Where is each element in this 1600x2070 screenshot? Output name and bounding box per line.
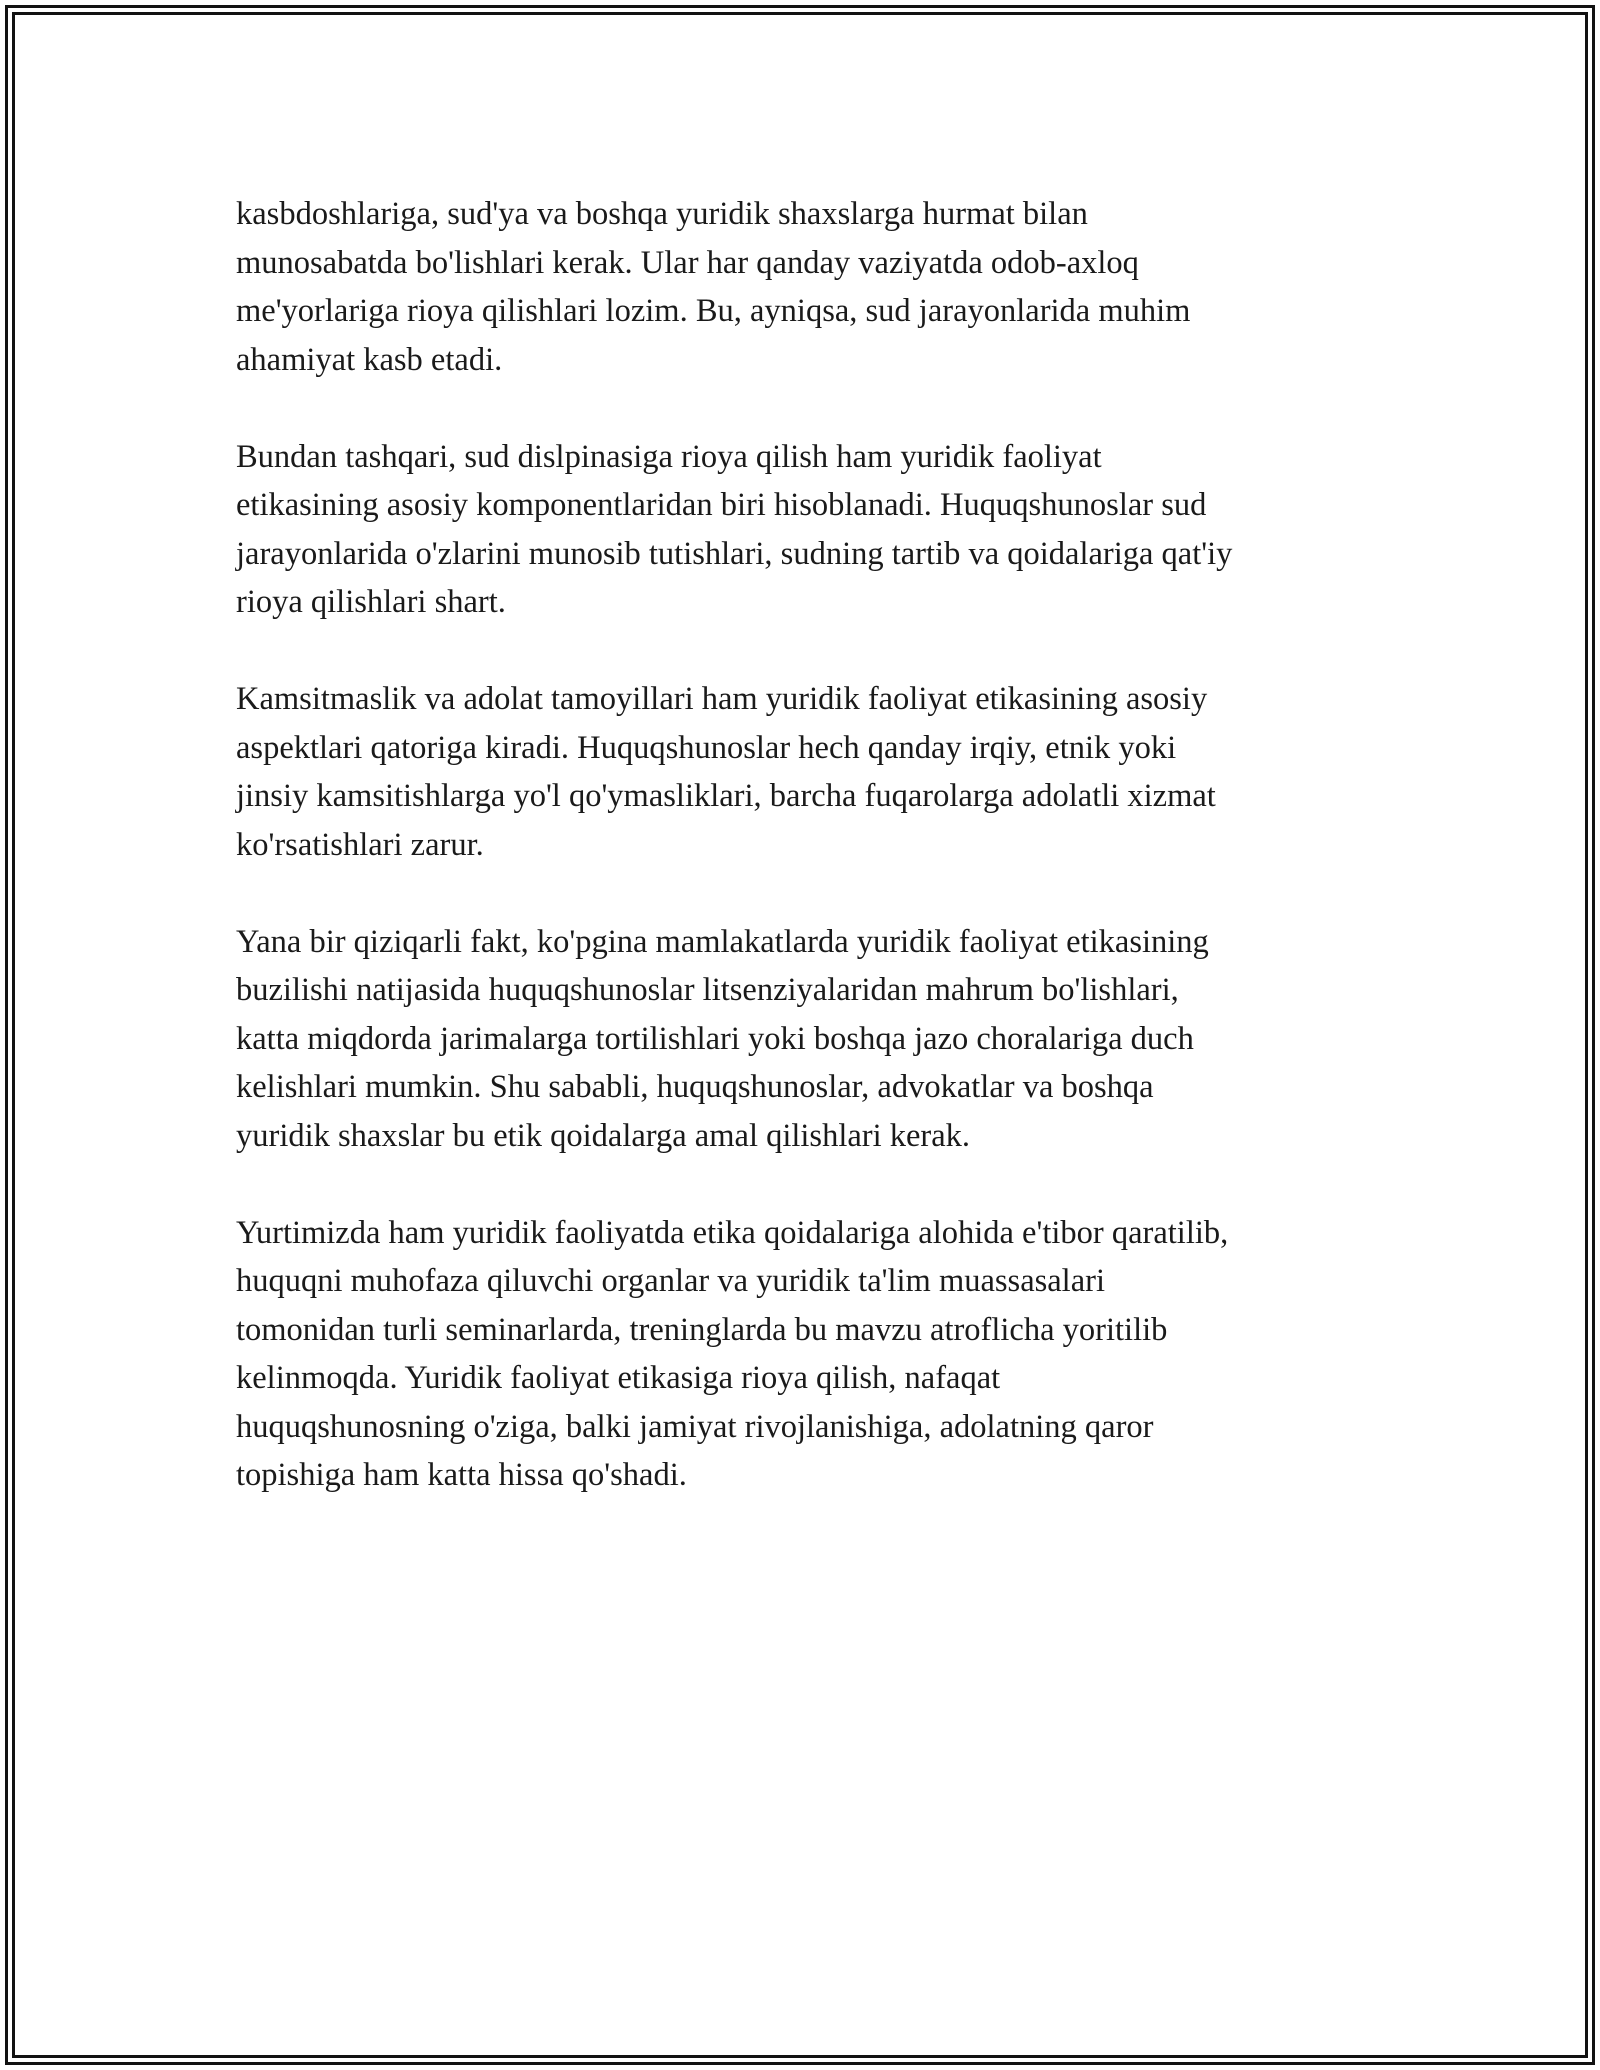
paragraph-2 [236,433,1386,627]
text-line: huquqshunosning o'ziga, balki jamiyat rivojlanishiga, adolatning qaror [236,1408,1154,1445]
text-line: kasbdoshlariga, sud'ya va boshqa yuridik shaxslarga hurmat bilan [236,196,1088,232]
text-line: tomonidan turli seminarlarda, treninglarda bu mavzu atroflicha yoritilib [236,1311,1168,1348]
text-line: yuridik shaxslar bu etik qoidalarga amal qilishlari kerak. [236,1117,971,1154]
text-line: Yurtimizda ham yuridik faoliyatda etika qoidalariga alohida e'tibor qaratilib, [236,1214,1229,1251]
text-line: Bundan tashqari, sud dislpinasiga rioya qilish ham yuridik faoliyat [236,438,1102,475]
text-line: topishiga ham katta hissa qo'shadi. [236,1457,687,1493]
text-line: me'yorlariga rioya qilishlari lozim. Bu, ayniqsa, sud jarayonlarida muhim [236,293,1191,329]
paragraph-5 [236,1209,1386,1500]
text-line: kelishlari mumkin. Shu sababli, huquqshunoslar, advokatlar va boshqa [236,1069,1154,1105]
text-line: Kamsitmaslik va adolat tamoyillari ham yuridik faoliyat etikasining asosiy [236,681,1208,717]
text-line: katta miqdorda jarimalarga tortilishlari yoki boshqa jazo choralariga duch [236,1020,1194,1057]
paragraph-4 [236,918,1386,1161]
text-line: aspektlari qatoriga kiradi. Huquqshunoslar hech qanday irqiy, etnik yoki [236,729,1177,766]
document-body [236,190,1386,1548]
text-line: etikasining asosiy komponentlaridan biri hisoblanadi. Huquqshunoslar sud [236,487,1207,523]
paragraph-3 [236,675,1386,869]
text-line: munosabatda bo'lishlari kerak. Ular har qanday vaziyatda odob-axloq [236,244,1139,281]
text-line: buzilishi natijasida huquqshunoslar litsenziyalaridan mahrum bo'lishlari, [236,972,1179,1008]
text-line: Yana bir qiziqarli fakt, ko'pgina mamlakatlarda yuridik faoliyat etikasining [236,923,1209,960]
text-line: huquqni muhofaza qiluvchi organlar va yuridik ta'lim muassasalari [236,1263,1105,1299]
text-line: jarayonlarida o'zlarini munosib tutishlari, sudning tartib va qoidalariga qat'iy [236,535,1233,572]
text-line: kelinmoqda. Yuridik faoliyat etikasiga rioya qilish, nafaqat [236,1360,1001,1396]
text-line: rioya qilishlari shart. [236,584,506,620]
text-line: ko'rsatishlari zarur. [236,826,484,863]
text-line: ahamiyat kasb etadi. [236,341,503,378]
text-line: jinsiy kamsitishlarga yo'l qo'ymasliklari, barcha fuqarolarga adolatli xizmat [236,778,1216,814]
paragraph-1 [236,190,1386,384]
